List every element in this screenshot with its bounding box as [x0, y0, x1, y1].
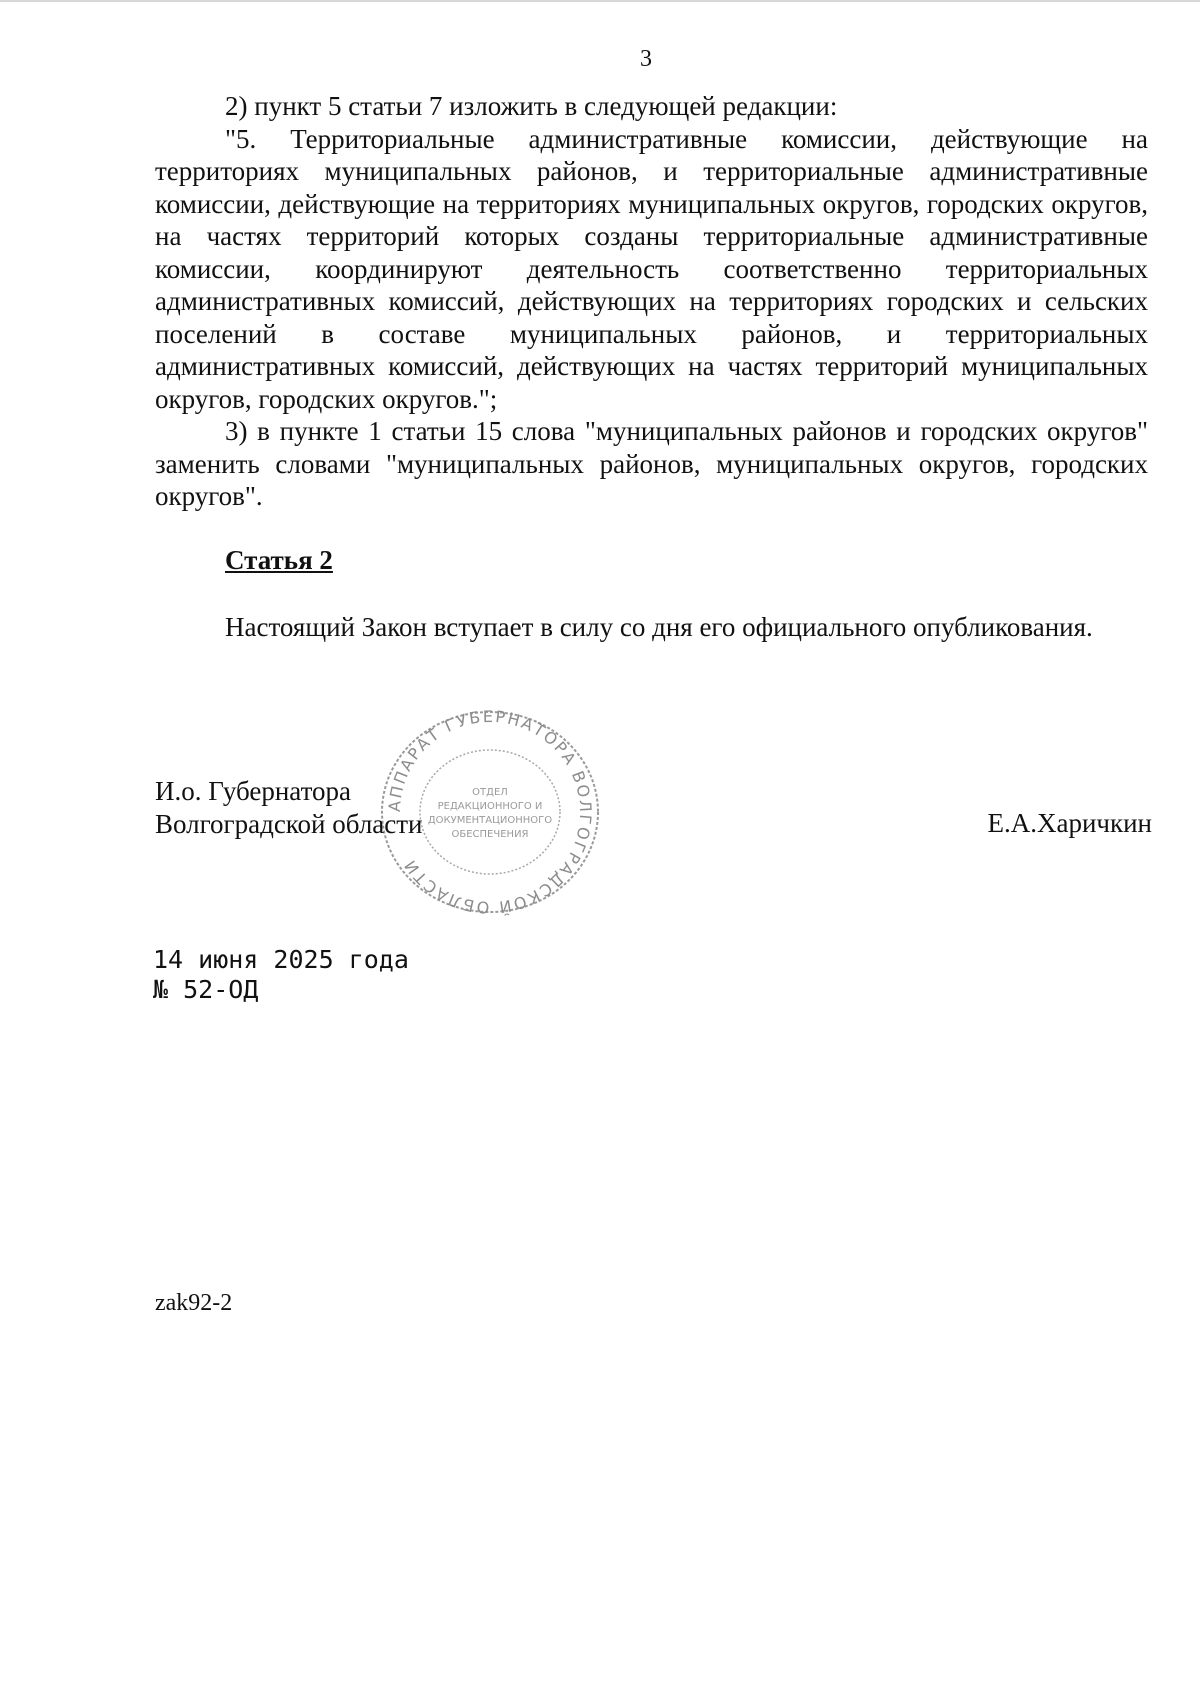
svg-text:РЕДАКЦИОННОГО И: РЕДАКЦИОННОГО И [437, 801, 543, 812]
date-and-number [153, 945, 409, 1005]
article-2-heading: Статья 2 [225, 545, 333, 575]
svg-text:АППАРАТ ГУБЕРНАТОРА ВОЛГОГРАДС: АППАРАТ ГУБЕРНАТОРА ВОЛГОГРАДСКОЙ ОБЛАСТИ [384, 706, 596, 918]
signer-title-line-2: Волгоградской области [155, 809, 423, 839]
svg-text:ОБЕСПЕЧЕНИЯ: ОБЕСПЕЧЕНИЯ [451, 829, 529, 840]
item-2-intro: 2) пункт 5 статьи 7 изложить в следующей редакции: [225, 91, 838, 121]
signing-date: 14 июня 2025 года [153, 945, 409, 974]
page-number: 3 [640, 46, 652, 72]
signer-title-line-1: И.о. Губернатора [155, 776, 352, 806]
amendments-text [155, 90, 1148, 513]
svg-text:ДОКУМЕНТАЦИОННОГО: ДОКУМЕНТАЦИОННОГО [427, 815, 553, 826]
item-3: 3) в пункте 1 статьи 15 слова "муниципальных районов и городских округов" заменить словами "муниципальных районов, муниципальных округов, городских округов". [155, 416, 1148, 511]
top-border [0, 0, 1200, 2]
law-number: № 52-ОД [153, 975, 259, 1004]
signer-name: Е.А.Харичкин [987, 808, 1152, 838]
svg-text:ОТДЕЛ: ОТДЕЛ [472, 787, 508, 798]
item-2-quote: "5. Территориальные административные комиссии, действующие на территориях муниципальных районов, и территориальные административные комиссии, действующие на территориях муниципальных округов, городских округов, на частях территорий которых созданы территориальные административные комиссии, координируют деятельность соответственно территориальных административных комиссий, действующих на территориях городских и сельских поселений в составе муниципальных районов, и территориальных административных комиссий, действующих на частях территорий муниципальных округов, городских округов."; [155, 123, 1148, 414]
document-code: zak92-2 [155, 1290, 233, 1316]
signer-title [155, 775, 423, 841]
article-2-text: Настоящий Закон вступает в силу со дня его официального опубликования. [225, 612, 1093, 642]
